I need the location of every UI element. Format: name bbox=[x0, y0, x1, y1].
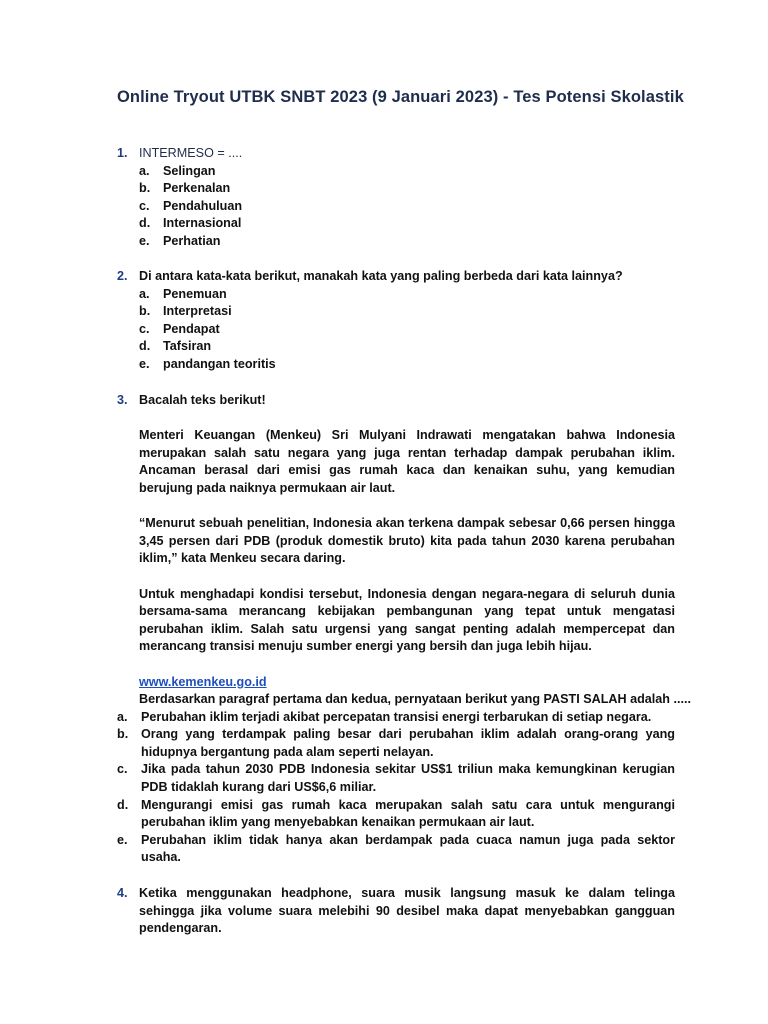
option-a[interactable]: a. Perubahan iklim terjadi akibat percepatan transisi energi terbarukan di setiap negara. bbox=[117, 709, 675, 727]
question-prompt: Berdasarkan paragraf pertama dan kedua, pernyataan berikut yang PASTI SALAH adalah ..... bbox=[139, 692, 691, 707]
question-stem: Bacalah teks berikut! bbox=[139, 393, 266, 407]
option-text: Jika pada tahun 2030 PDB Indonesia sekitar US$1 triliun maka kemungkinan kerugian PDB tidaklah kurang dari US$6,6 miliar. bbox=[141, 762, 675, 795]
option-text: Pendapat bbox=[163, 321, 220, 336]
option-e[interactable]: e. Perubahan iklim tidak hanya akan berdampak pada cuaca namun juga pada sektor usaha. bbox=[117, 832, 675, 867]
reading-paragraph-1: Menteri Keuangan (Menkeu) Sri Mulyani Indrawati mengatakan bahwa Indonesia merupakan salah satu negara yang juga rentan terhadap dampak perubahan iklim. Ancaman berasal dari emisi gas rumah kaca dan kenaikan suhu, yang kemudian berujung pada naiknya permukaan air laut. bbox=[139, 428, 675, 495]
option-list bbox=[139, 286, 675, 374]
reading-paragraph-3: Untuk menghadapi kondisi tersebut, Indonesia dengan negara-negara di seluruh dunia bersama-sama merancang kebijakan pembangunan yang tepat untuk mengatasi perubahan iklim. Salah satu urgensi yang sangat penting adalah mempercepat dan merancang transisi menuju sumber energi yang bersih dan juga lebih hijau. bbox=[139, 586, 675, 654]
question-stem: INTERMESO = .... bbox=[139, 146, 243, 160]
question-stem: Di antara kata-kata berikut, manakah kata yang paling berbeda dari kata lainnya? bbox=[139, 269, 623, 283]
option-text: Perubahan iklim terjadi akibat percepatan transisi energi terbarukan di setiap negara. bbox=[141, 709, 652, 724]
option-d[interactable]: d. Internasional bbox=[139, 215, 675, 233]
question-number: 2. bbox=[117, 269, 128, 283]
option-b[interactable]: b. Perkenalan bbox=[139, 180, 675, 198]
option-text: Selingan bbox=[163, 163, 216, 178]
option-text: Pendahuluan bbox=[163, 198, 243, 213]
option-text: Perubahan iklim tidak hanya akan berdampak pada cuaca namun juga pada sektor usaha. bbox=[141, 832, 675, 865]
question-number: 3. bbox=[117, 393, 128, 407]
question-number: 4. bbox=[117, 886, 128, 900]
option-d[interactable]: d. Mengurangi emisi gas rumah kaca merupakan salah satu cara untuk mengurangi perubahan iklim yang menyebabkan kenaikan permukaan air laut. bbox=[117, 797, 675, 832]
option-text: Perkenalan bbox=[163, 181, 231, 196]
option-text: Interpretasi bbox=[163, 304, 232, 319]
option-d[interactable]: d. Tafsiran bbox=[139, 338, 675, 356]
option-c[interactable]: c. Pendahuluan bbox=[139, 198, 675, 216]
option-c[interactable]: c. Jika pada tahun 2030 PDB Indonesia sekitar US$1 triliun maka kemungkinan kerugian PDB tidaklah kurang dari US$6,6 miliar. bbox=[117, 761, 675, 796]
option-text: Penemuan bbox=[163, 286, 227, 301]
option-a[interactable]: a. Selingan bbox=[139, 163, 675, 181]
option-b[interactable]: b. Interpretasi bbox=[139, 303, 675, 321]
question-3 bbox=[117, 392, 691, 867]
option-b[interactable]: b. Orang yang terdampak paling besar dari perubahan iklim adalah orang-orang yang hidupnya bergantung pada alam seperti nelayan. bbox=[117, 726, 675, 761]
question-1 bbox=[117, 145, 677, 251]
document-title: Online Tryout UTBK SNBT 2023 (9 Januari 2023) - Tes Potensi Skolastik bbox=[117, 88, 684, 106]
option-text: Tafsiran bbox=[163, 339, 212, 354]
option-list bbox=[117, 709, 675, 867]
question-2 bbox=[117, 268, 677, 374]
option-c[interactable]: c. Pendapat bbox=[139, 321, 675, 339]
source-link[interactable]: www.kemenkeu.go.id bbox=[139, 674, 267, 689]
option-e[interactable]: e. pandangan teoritis bbox=[139, 356, 675, 374]
option-list bbox=[139, 163, 675, 251]
option-text: Mengurangi emisi gas rumah kaca merupakan salah satu cara untuk mengurangi perubahan iklim yang menyebabkan kenaikan permukaan air laut. bbox=[141, 797, 675, 830]
option-text: Orang yang terdampak paling besar dari perubahan iklim adalah orang-orang yang hidupnya bergantung pada alam seperti nelayan. bbox=[141, 727, 675, 759]
question-stem: Ketika menggunakan headphone, suara musik langsung masuk ke dalam telinga sehingga jika volume suara melebihi 90 desibel maka dapat menyebabkan gangguan pendengaran. bbox=[139, 886, 675, 936]
option-a[interactable]: a. Penemuan bbox=[139, 286, 675, 304]
question-number: 1. bbox=[117, 146, 128, 160]
option-text: Internasional bbox=[163, 216, 242, 231]
option-text: pandangan teoritis bbox=[163, 356, 276, 371]
option-text: Perhatian bbox=[163, 233, 221, 248]
question-4 bbox=[117, 885, 677, 938]
reading-paragraph-2: “Menurut sebuah penelitian, Indonesia akan terkena dampak sebesar 0,66 persen hingga 3,45 persen dari PDB (produk domestik bruto) kita pada tahun 2030 karena perubahan iklim,” kata Menkeu secara daring. bbox=[139, 516, 675, 566]
option-e[interactable]: e. Perhatian bbox=[139, 233, 675, 251]
